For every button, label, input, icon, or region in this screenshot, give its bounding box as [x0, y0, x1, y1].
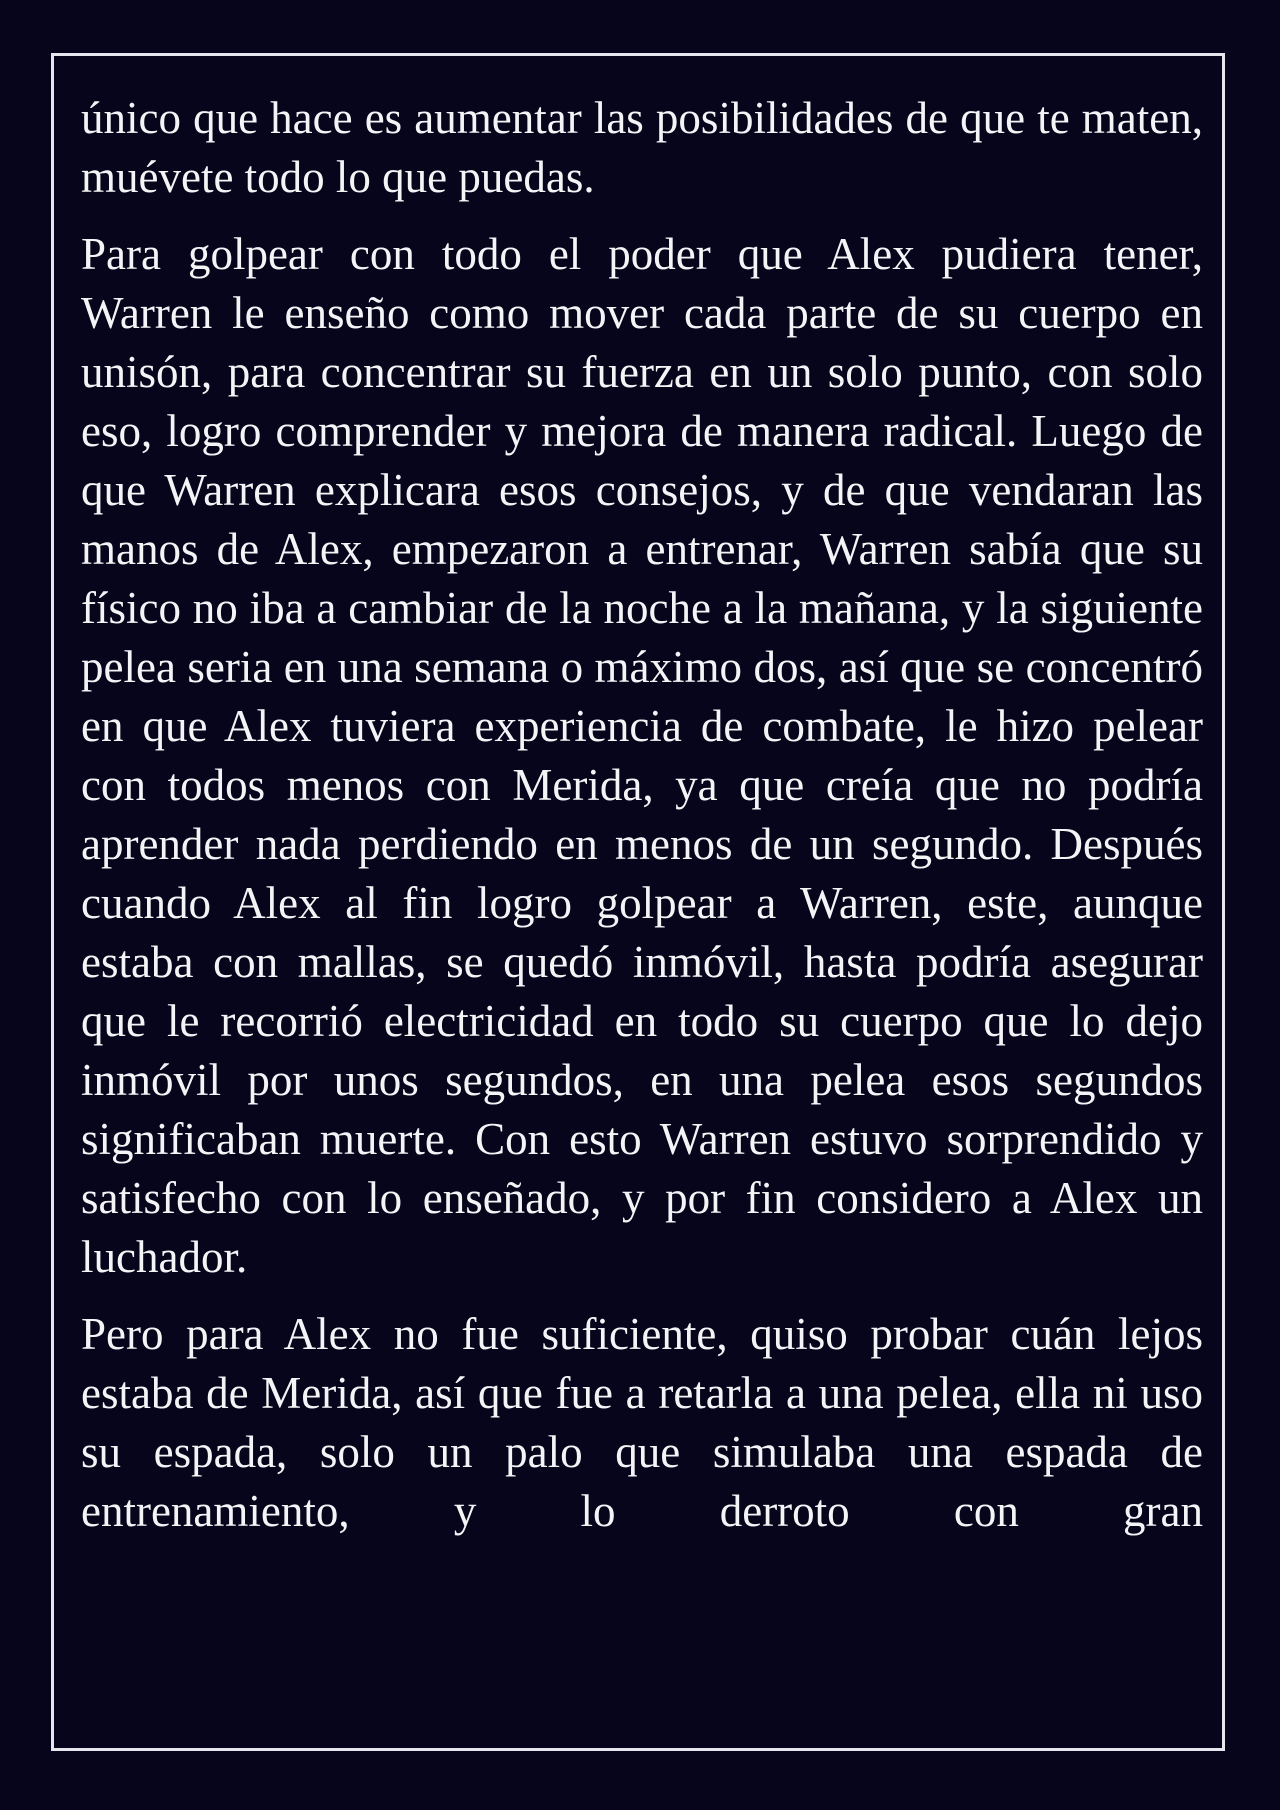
page-text	[81, 89, 1203, 1559]
paragraph-2: Para golpear con todo el poder que Alex pudiera tener, Warren le enseño como mover cada parte de su cuerpo en unisón, para concentrar su fuerza en un solo punto, con solo eso, logro comprender y mejora de manera radical. Luego de que Warren explicara esos consejos, y de que vendaran las manos de Alex, empezaron a entrenar, Warren sabía que su físico no iba a cambiar de la noche a la mañana, y la siguiente pelea seria en una semana o máximo dos, así que se concentró en que Alex tuviera experiencia de combate, le hizo pelear con todos menos con Merida, ya que creía que no podría aprender nada perdiendo en menos de un segundo. Después cuando Alex al fin logro golpear a Warren, este, aunque estaba con mallas, se quedó inmóvil, hasta podría asegurar que le recorrió electricidad en todo su cuerpo que lo dejo inmóvil por unos segundos, en una pelea esos segundos significaban muerte. Con esto Warren estuvo sorprendido y satisfecho con lo enseñado, y por fin considero a Alex un luchador.	[81, 229, 1203, 1282]
page-border	[51, 53, 1225, 1751]
paragraph-1: único que hace es aumentar las posibilidades de que te maten, muévete todo lo que puedas.	[81, 93, 1203, 202]
paragraph-3: Pero para Alex no fue suficiente, quiso probar cuán lejos estaba de Merida, así que fue a retarla a una pelea, ella ni uso su espada, solo un palo que simulaba una espada de entrenamiento, y lo derroto con gran	[81, 1309, 1203, 1536]
